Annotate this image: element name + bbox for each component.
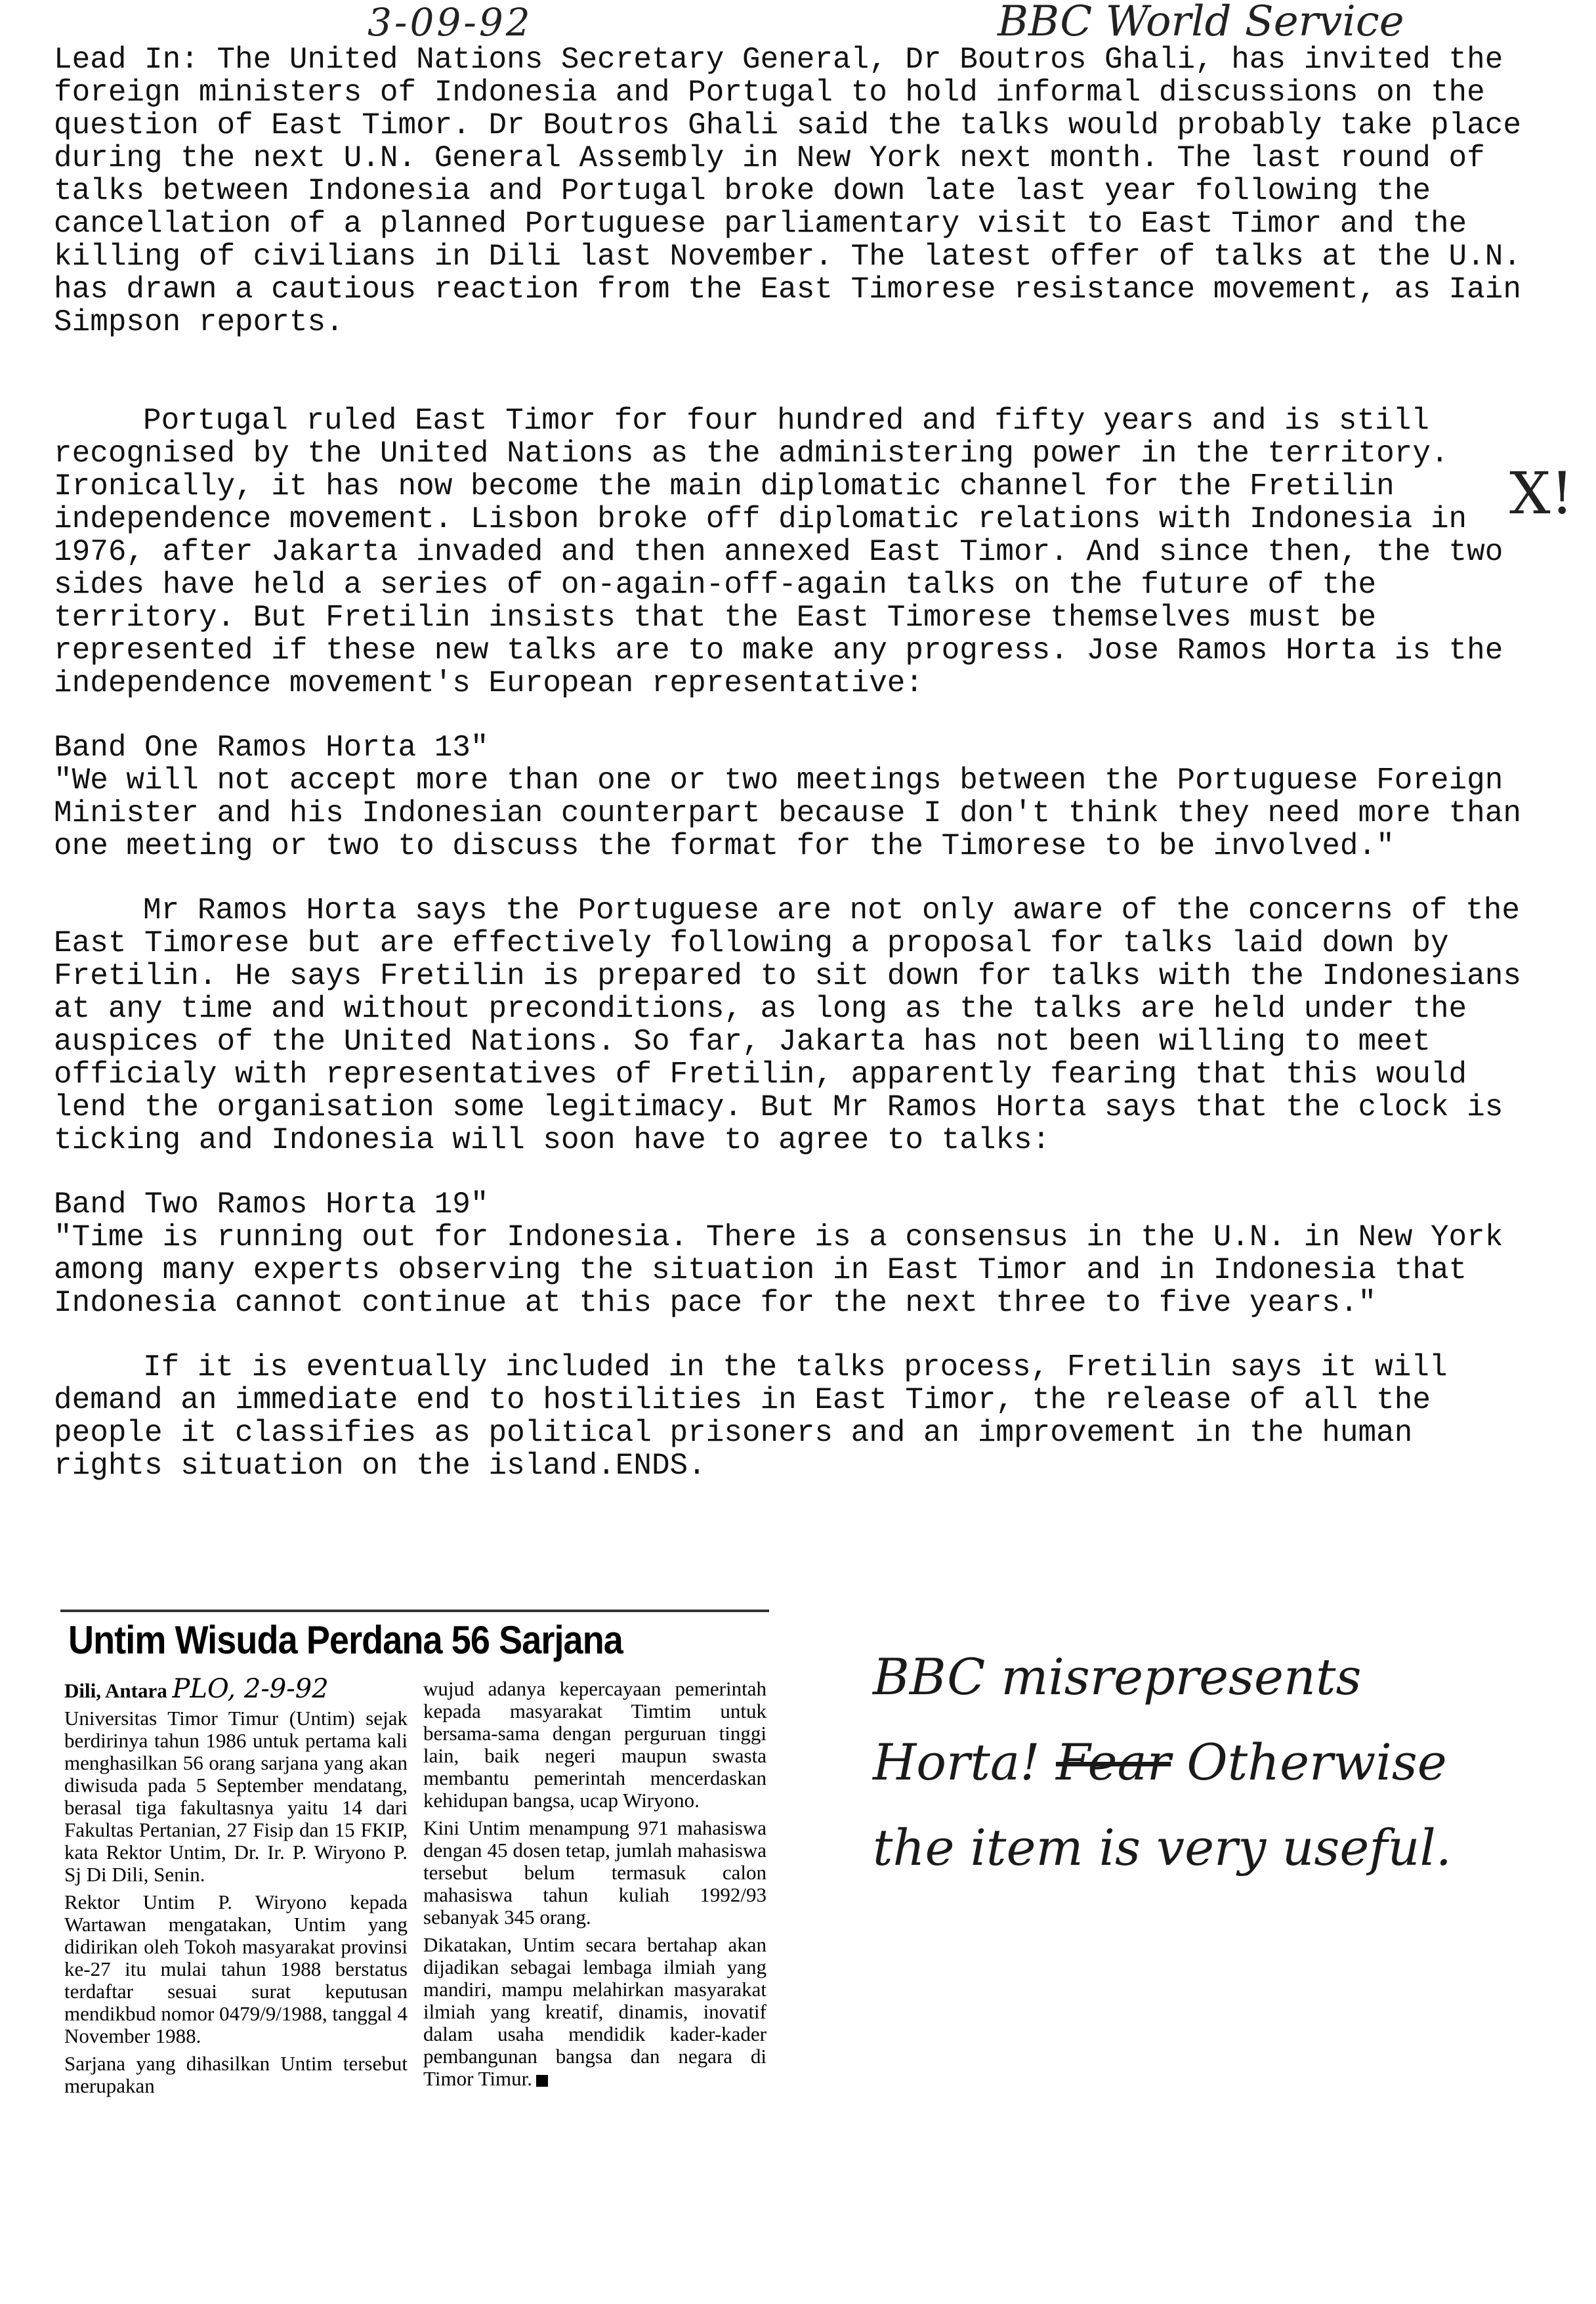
- note-line-2a: Horta!: [873, 1733, 1040, 1791]
- paragraph-3: If it is eventually included in the talks process, Fretilin says it will demand an immediate end to hostilities in East Timor, the release of all the people it classifies as political prisoners and an improvement in the human rights situation on the island.ENDS.: [54, 1350, 1466, 1483]
- note-line-2b: Otherwise: [1186, 1733, 1447, 1791]
- clipping-column-1: [64, 1674, 408, 2102]
- margin-mark: X!: [1509, 459, 1574, 527]
- band-two-quote: "Time is running out for Indonesia. There is a consensus in the U.N. in New York among many experts observing the situation in East Timor and in Indonesia that Indonesia cannot continue at this pace for the next three to five years.": [54, 1220, 1521, 1320]
- band-two-label: Band Two Ramos Horta 19": [54, 1187, 489, 1222]
- clipping-paragraph: Universitas Timor Timur (Untim) sejak berdirinya tahun 1986 untuk pertama kali menghasilkan 56 orang sarjana yang akan diwisuda pada 5 September mendatang, berasal tiga fakultasnya yaitu 14 dari Fakultas Pertanian, 27 Fisip dan 15 FKIP, kata Rektor Untim, Dr. Ir. P. Wiryono P. Sj Di Dili, Senin.: [64, 1707, 408, 1886]
- handwritten-note: [873, 1634, 1555, 1890]
- clipping-handwritten-date: PLO, 2-9-92: [172, 1674, 329, 1704]
- clipping-column-2: [423, 1678, 766, 2102]
- band-one-quote: "We will not accept more than one or two meetings between the Portuguese Foreign Minister and his Indonesian counterpart because I don't think they need more than one meeting or two to discuss the format for the Timorese to be involved.": [54, 763, 1540, 863]
- handwritten-source: BBC World Service: [998, 0, 1404, 46]
- note-line-3: the item is very useful.: [873, 1818, 1452, 1877]
- note-struck-word: Fear: [1055, 1733, 1171, 1791]
- clipping-columns: [64, 1674, 766, 2102]
- clipping-byline: Dili, Antara: [64, 1679, 167, 1702]
- note-line-1: BBC misrepresents: [873, 1648, 1362, 1706]
- clipping-headline: Untim Wisuda Perdana 56 Sarjana: [68, 1618, 623, 1662]
- clipping-paragraph: Sarjana yang dihasilkan Untim tersebut merupakan: [64, 2052, 408, 2097]
- clipping-paragraph: Dikatakan, Untim secara bertahap akan dijadikan sebagai lembaga ilmiah yang mandiri, mampu melahirkan masyarakat ilmiah yang kreatif, dinamis, inovatif dalam usaha mendidik kader-kader pembangunan bangsa dan negara di Timor Timur.: [423, 1933, 766, 2090]
- clipping-paragraph: Kini Untim menampung 971 mahasiswa dengan 45 dosen tetap, jumlah mahasiswa tersebut belum termasuk calon mahasiswa tahun kuliah 1992/93 sebanyak 345 orang.: [423, 1816, 766, 1929]
- clipping-paragraph: Rektor Untim P. Wiryono kepada Wartawan mengatakan, Untim yang didirikan oleh Tokoh masyarakat provinsi ke-27 itu mulai tahun 1988 berstatus terdaftar sesuai surat keputusan mendikbud nomor 0479/9/1988, tanggal 4 November 1988.: [64, 1890, 408, 2047]
- band-one-label: Band One Ramos Horta 13": [54, 731, 489, 765]
- handwritten-date: 3-09-92: [368, 0, 533, 45]
- clipping-paragraph: wujud adanya kepercayaan pemerintah kepada masyarakat Timtim untuk bersama-sama dengan perguruan tinggi lain, baik negeri maupun swasta membantu pemerintah mencerdaskan kehidupan bangsa, ucap Wiryono.: [423, 1677, 766, 1812]
- end-mark-icon: [536, 2075, 548, 2087]
- transcript: [54, 43, 1540, 1483]
- paragraph-1: Portugal ruled East Timor for four hundred and fifty years and is still recognised by the United Nations as the administering power in the territory. Ironically, it has now become the main diplomatic channel for the Fretilin independence movement. Lisbon broke off diplomatic relations with Indonesia in 1976, after Jakarta invaded and then annexed East Timor. And since then, the two sides have held a series of on-again-off-again talks on the future of the territory. But Fretilin insists that the East Timorese themselves must be represented if these new talks are to make any progress. Jose Ramos Horta is the independence movement's European representative:: [54, 404, 1521, 700]
- lead-in: Lead In: The United Nations Secretary General, Dr Boutros Ghali, has invited the foreign ministers of Indonesia and Portugal to hold informal discussions on the question of East Timor. Dr Boutros Ghali said the talks would probably take place during the next U.N. General Assembly in New York next month. The last round of talks between Indonesia and Portugal broke down late last year following the cancellation of a planned Portuguese parliamentary visit to East Timor and the killing of civilians in Dili last November. The latest offer of talks at the U.N. has drawn a cautious reaction from the East Timorese resistance movement, as Iain Simpson reports.: [54, 43, 1540, 339]
- paragraph-2: Mr Ramos Horta says the Portuguese are not only aware of the concerns of the East Timorese but are effectively following a proposal for talks laid down by Fretilin. He says Fretilin is prepared to sit down for talks with the Indonesians at any time and without preconditions, as long as the talks are held under the auspices of the United Nations. So far, Jakarta has not been willing to meet officialy with representatives of Fretilin, apparently fearing that this would lend the organisation some legitimacy. But Mr Ramos Horta says that the clock is ticking and Indonesia will soon have to agree to talks:: [54, 893, 1540, 1157]
- newspaper-clipping: [60, 1610, 769, 2295]
